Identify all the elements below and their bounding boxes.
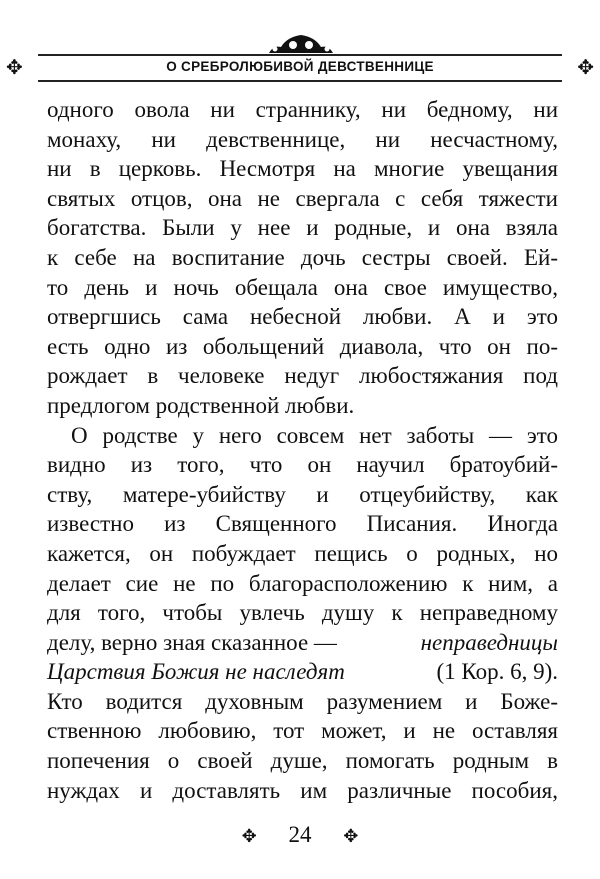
text-line [47,628,558,658]
page-footer [0,822,600,848]
italic-quote: неправедницы [420,629,558,655]
text-line [47,657,558,687]
text-line: отвергшись сама небесной любви. А и это [47,304,558,330]
text-line: делает сие не по благорасположению к ним, а [47,570,558,596]
header-rule-top [38,54,562,56]
text-line: рождает в человеке недуг любостяжания под [47,363,558,389]
left-fleuron-icon: ✥ [241,826,257,847]
text-line: нуждах и доставлять им различные пособия, [47,777,558,803]
scripture-reference: (1 Кор. 6, 9). [436,659,558,685]
text-line: для того, чтобы увлечь душу к неправедному [47,600,558,626]
italic-quote: Царствия Божия не наследят [47,659,345,685]
text-line: Кто водится духовным разумением и Боже- [47,688,558,714]
text-line: богатства. Были у нее и родные, и она взяла [47,215,558,241]
body-text [47,95,558,805]
text-segment: делу, верно зная сказанное — [47,629,337,655]
text-line: попечения о своей душе, помогать родным в [47,748,558,774]
left-fleuron-icon: ✥ [6,55,23,79]
header-rule-bottom [38,80,562,82]
text-line: кажется, он побуждает пещись о родных, но [47,540,558,566]
text-line: ни в церковь. Несмотря на многие увещания [47,156,558,182]
text-line: известно из Священного Писания. Иногда [47,511,558,537]
text-line: ственною любовию, тот может, и не оставляя [47,718,558,744]
text-line: святых отцов, она не свергала с себя тяжести [47,185,558,211]
top-ornament-icon [265,33,337,55]
running-title: О СРЕБРОЛЮБИВОЙ ДЕВСТВЕННИЦЕ [166,59,434,74]
right-fleuron-icon: ✥ [343,826,359,847]
page-number: 24 [288,822,312,847]
text-line: есть одно из обольщений диавола, что он по- [47,333,558,359]
text-line: одного овола ни страннику, ни бедному, ни [47,97,558,122]
text-line: видно из того, что он научил братоубий- [47,452,558,478]
text-line: то день и ночь обещала она свое имущество, [47,274,558,300]
text-line: ству, матере-убийству и отцеубийству, как [47,481,558,507]
text-line: монаху, ни девственнице, ни несчастному, [47,126,558,152]
text-line: предлогом родственной любви. [47,392,355,418]
text-line: к себе на воспитание дочь сестры своей. Ей- [47,244,558,270]
text-line: О родстве у него совсем нет заботы — это [71,422,558,448]
right-fleuron-icon: ✥ [577,55,594,79]
